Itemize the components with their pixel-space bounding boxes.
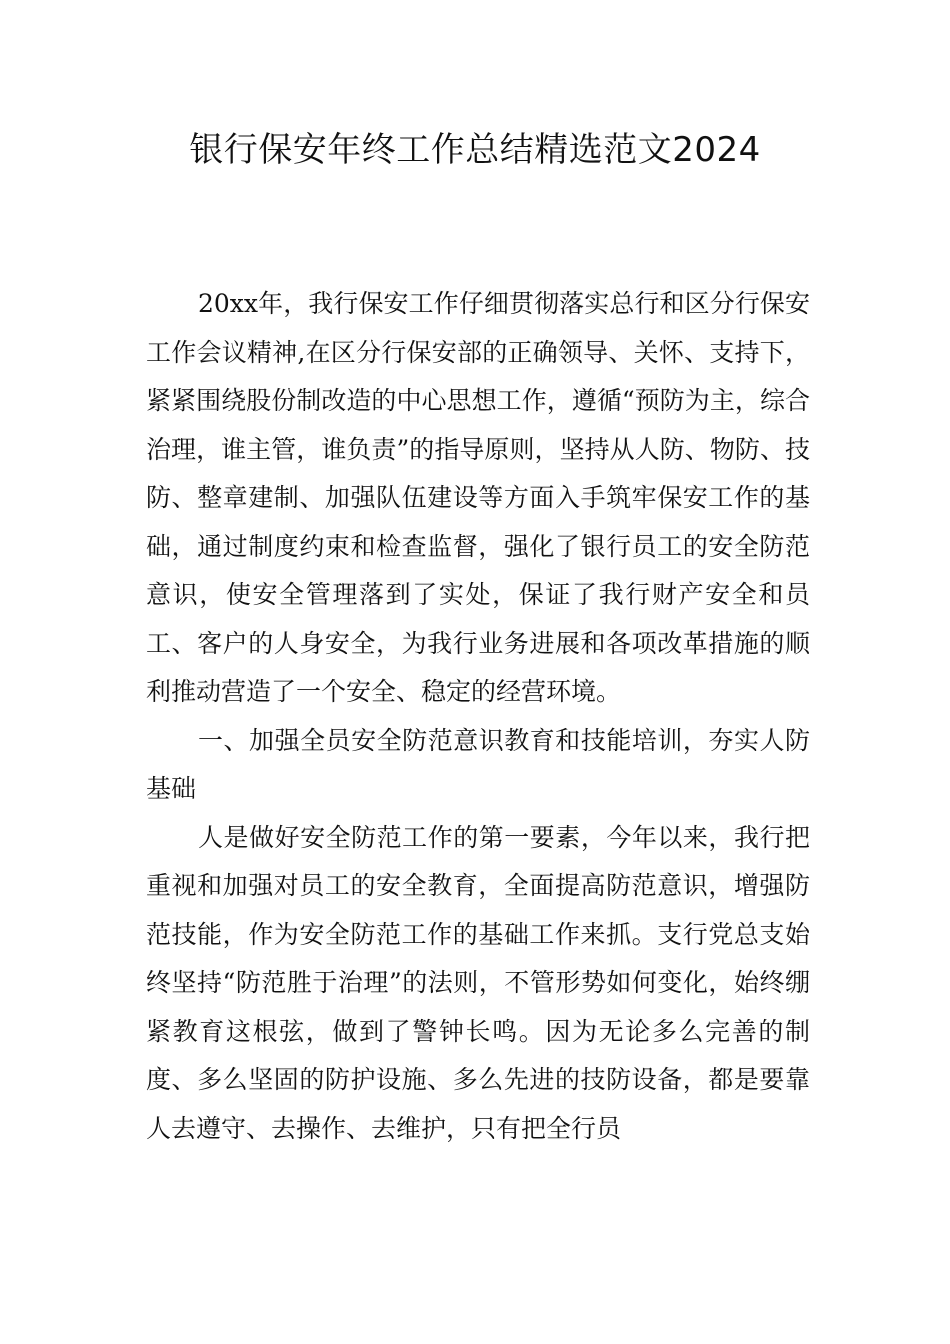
paragraph-intro: 20xx年，我行保安工作仔细贯彻落实总行和区分行保安工作会议精神,在区分行保安部的正确领导、关怀、支持下，紧紧围绕股份制改造的中心思想工作，遵循“预防为主，综合治理，谁主管，谁负责”的指导原则，坚持从人防、物防、技防、整章建制、加强队伍建设等方面入手筑牢保安工作的基础，通过制度约束和检查监督，强化了银行员工的安全防范意识，使安全管理落到了实处，保证了我行财产安全和员工、客户的人身安全，为我行业务进展和各项改革措施的顺利推动营造了一个安全、稳定的经营环境。 (146, 289, 810, 706)
document-body (146, 280, 810, 1153)
section-heading-1: 一、加强全员安全防范意识教育和技能培训，夯实人防基础 (146, 725, 810, 803)
paragraph-section-1: 人是做好安全防范工作的第一要素，今年以来，我行把重视和加强对员工的安全教育，全面提高防范意识，增强防范技能，作为安全防范工作的基础工作来抓。支行党总支始终坚持“防范胜于治理”的法则，不管形势如何变化，始终绷紧教育这根弦，做到了警钟长鸣。因为无论多么完善的制度、多么坚固的防护设施、多么先进的技防设备，都是要靠人去遵守、去操作、去维护，只有把全行员 (146, 822, 810, 1143)
document-title: 银行保安年终工作总结精选范文2024 (189, 130, 761, 170)
